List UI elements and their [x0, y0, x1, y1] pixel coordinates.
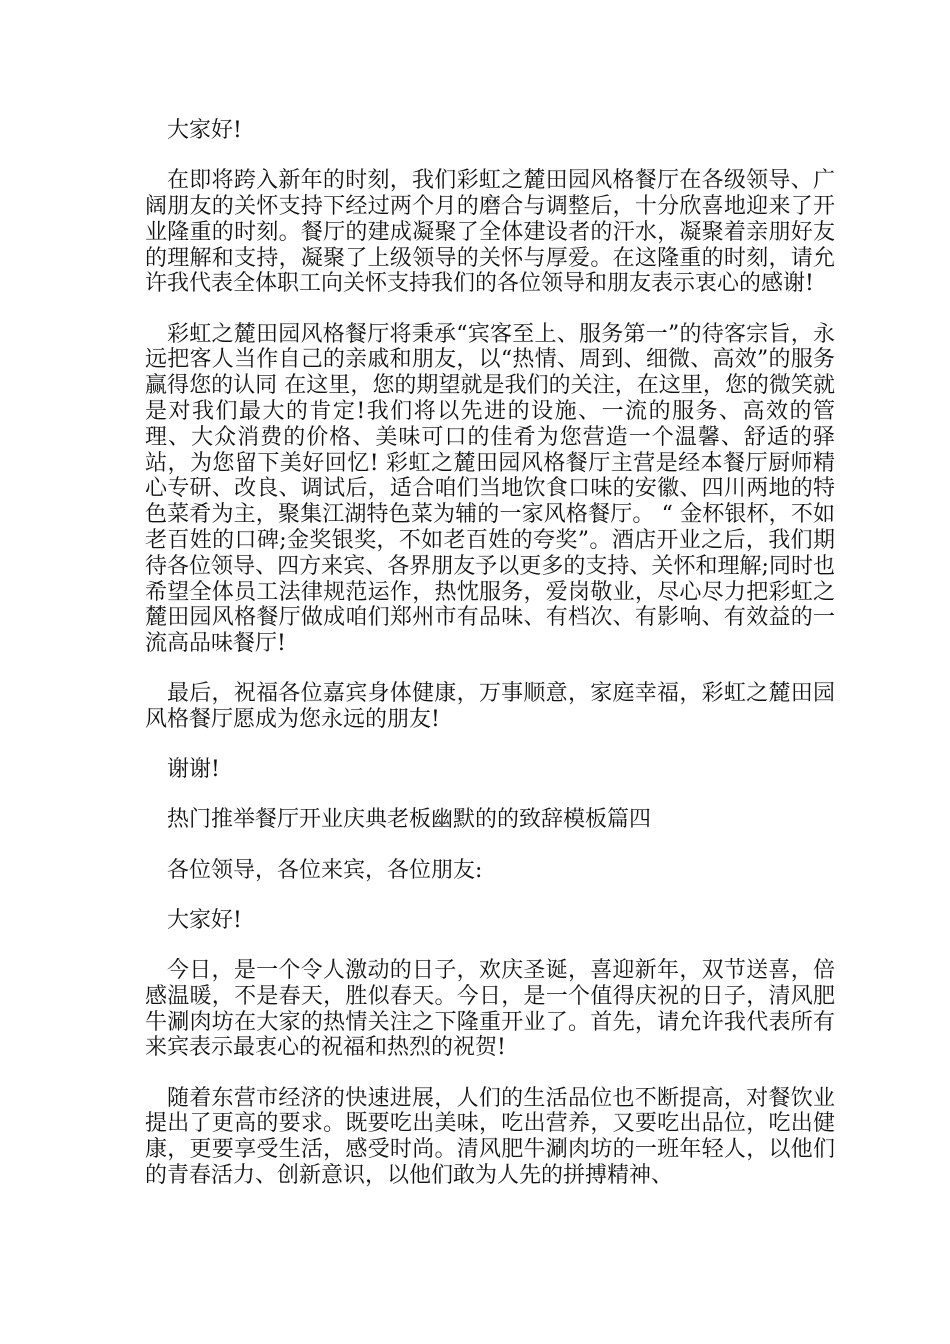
thanks-line: 谢谢!	[167, 757, 220, 783]
body-paragraph: 随着东营市经济的快速进展，人们的生活品位也不断提高，对餐饮业提出了更高的要求。既要吃出美味，吃出营养，又要吃出品位，吃出健康，更要享受生活，感受时尚。清风肥牛涮肉坊的一班年轻人，以他们的青春活力、创新意识，以他们敢为人先的拼搏精神、	[145, 1085, 835, 1189]
body-paragraph: 最后，祝福各位嘉宾身体健康，万事顺意，家庭幸福，彩虹之麓田园风格餐厅愿成为您永远的朋友!	[145, 681, 835, 733]
body-paragraph: 在即将跨入新年的时刻，我们彩虹之麓田园风格餐厅在各级领导、广阔朋友的关怀支持下经过两个月的磨合与调整后，十分欣喜地迎来了开业隆重的时刻。餐厅的建成凝聚了全体建设者的汗水，凝聚着亲朋好友的理解和支持，凝聚了上级领导的关怀与厚爱。在这隆重的时刻，请允许我代表全体职工向关怀支持我们的各位领导和朋友表示衷心的感谢!	[145, 168, 835, 297]
body-paragraph: 今日，是一个令人激动的日子，欢庆圣诞，喜迎新年，双节送喜，倍感温暖，不是春天，胜似春天。今日，是一个值得庆祝的日子，清风肥牛涮肉坊在大家的热情关注之下隆重开业了。首先，请允许我代表所有来宾表示最衷心的祝福和热烈的祝贺!	[145, 958, 835, 1061]
document-page	[145, 118, 835, 1213]
salutation: 各位领导，各位来宾，各位朋友:	[167, 857, 483, 883]
greeting: 大家好!	[167, 907, 242, 933]
section-heading: 热门推举餐厅开业庆典老板幽默的的致辞模板篇四	[167, 807, 652, 833]
body-paragraph: 彩虹之麓田园风格餐厅将秉承“宾客至上、服务第一”的待客宗旨，永远把客人当作自己的亲戚和朋友，以“热情、周到、细微、高效”的服务赢得您的认同 在这里，您的期望就是我们的关注，在这里，您的微笑就是对我们最大的肯定!我们将以先进的设施、一流的服务、高效的管理、大众消费的价格、美味可口的佳肴为您营造一个温馨、舒适的驿站，为您留下美好回忆! 彩虹之麓田园风格餐厅主营是经本餐厅厨师精心专研、改良、调试后，适合咱们当地饮食口味的安徽、四川两地的特色菜肴为主，聚集江湖特色菜为辅的一家风格餐厅。 “ 金杯银杯，不如老百姓的口碑;金奖银奖，不如老百姓的夸奖”。酒店开业之后，我们期待各位领导、四方来宾、各界朋友予以更多的支持、关怀和理解;同时也希望全体员工法律规范运作，热忱服务，爱岗敬业，尽心尽力把彩虹之麓田园风格餐厅做成咱们郑州市有品味、有档次、有影响、有效益的一流高品味餐厅!	[145, 321, 835, 657]
greeting: 大家好!	[167, 118, 242, 143]
